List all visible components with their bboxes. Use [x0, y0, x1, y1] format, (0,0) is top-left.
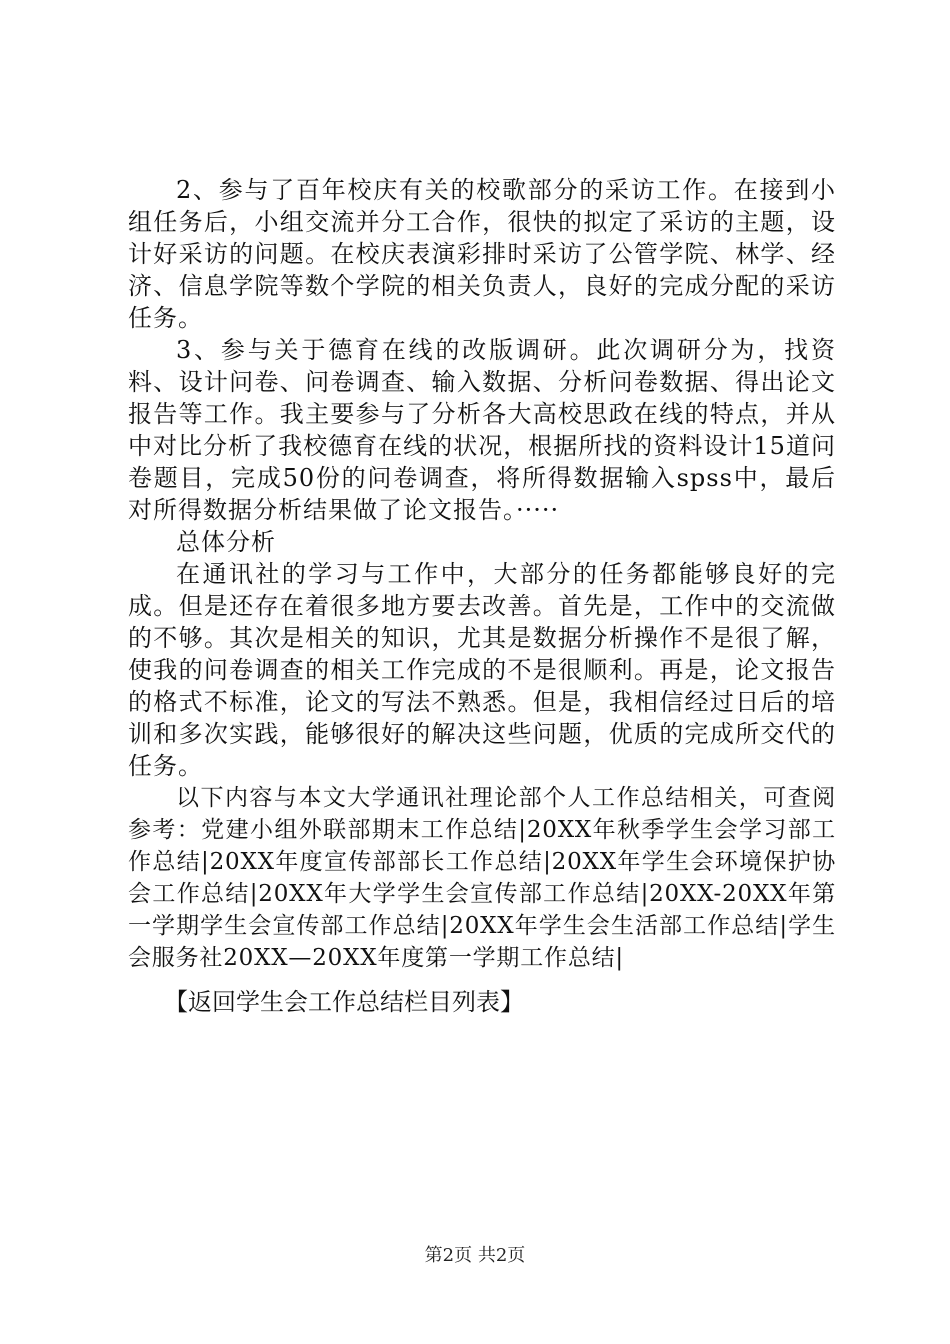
- related-articles-paragraph[interactable]: 以下内容与本文大学通讯社理论部个人工作总结相关，可查阅参考：党建小组外联部期末工作总结|20XX年秋季学生会学习部工作总结|20XX年度宣传部部长工作总结|20XX年学生会环境保护协会工作总结|20XX年大学学生会宣传部工作总结|20XX-20XX年第一学期学生会宣传部工作总结|20XX年学生会生活部工作总结|学生会服务社20XX—20XX年度第一学期工作总结|: [128, 785, 836, 971]
- back-to-list-link[interactable]: 【返回学生会工作总结栏目列表】: [164, 988, 524, 1016]
- section-heading-overall-analysis: 总体分析: [176, 528, 276, 556]
- document-body: [128, 174, 836, 1018]
- paragraph-overall-analysis: 在通讯社的学习与工作中，大部分的任务都能够良好的完成。但是还存在着很多地方要去改善。首先是，工作中的交流做的不够。其次是相关的知识，尤其是数据分析操作不是很了解，使我的问卷调查的相关工作完成的不是很顺利。再是，论文报告的格式不标准，论文的写法不熟悉。但是，我相信经过日后的培训和多次实践，能够很好的解决这些问题，优质的完成所交代的任务。: [128, 560, 836, 780]
- paragraph-interview-work: 2、参与了百年校庆有关的校歌部分的采访工作。在接到小组任务后，小组交流并分工合作，很快的拟定了采访的主题，设计好采访的问题。在校庆表演彩排时采访了公管学院、林学、经济、信息学院等数个学院的相关负责人，良好的完成分配的采访任务。: [128, 176, 836, 332]
- paragraph-moral-education-research: 3、参与关于德育在线的改版调研。此次调研分为，找资料、设计问卷、问卷调查、输入数据、分析问卷数据、得出论文报告等工作。我主要参与了分析各大高校思政在线的特点，并从中对比分析了我校德育在线的状况，根据所找的资料设计15道问卷题目，完成50份的问卷调查，将所得数据输入spss中，最后对所得数据分析结果做了论文报告。·····: [128, 336, 836, 524]
- page-number-footer: 第2页 共2页: [424, 1245, 526, 1266]
